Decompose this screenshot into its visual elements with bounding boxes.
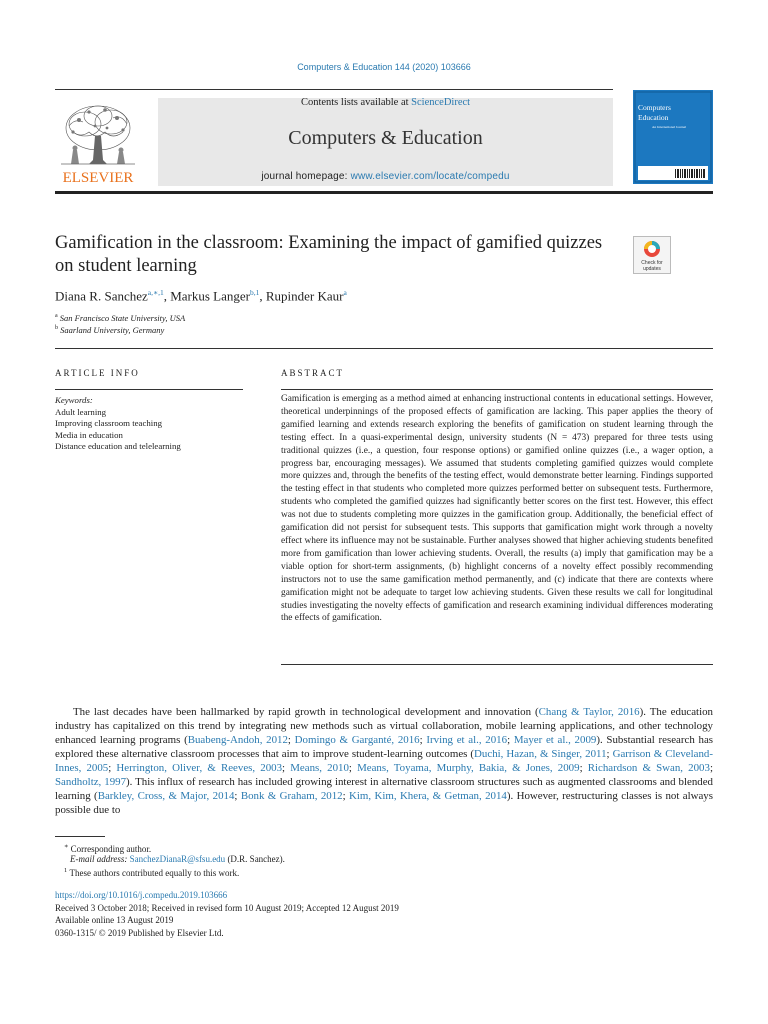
citation-link[interactable]: Mayer et al., 2009 bbox=[513, 734, 597, 746]
footnote-equal-contribution bbox=[64, 867, 239, 878]
elsevier-logo bbox=[55, 98, 141, 186]
citation-link[interactable]: Domingo & Garganté, 2016 bbox=[294, 734, 420, 746]
body-text-run: ). This influx of research has included growing interest in alternative classroom structures such as augmented classrooms and blended learning ( bbox=[55, 776, 713, 802]
body-paragraph bbox=[55, 705, 713, 817]
citation-link[interactable]: Means, Toyama, Murphy, Bakia, & Jones, 2009 bbox=[357, 762, 580, 774]
citation-link[interactable]: Herrington, Oliver, & Reeves, 2003 bbox=[116, 762, 283, 774]
body-text-run: ; bbox=[507, 734, 514, 746]
journal-homepage bbox=[158, 171, 613, 182]
citation-link[interactable]: Richardson & Swan, 2003 bbox=[587, 762, 710, 774]
abstract-heading: ABSTRACT bbox=[281, 368, 345, 378]
affiliation-text: San Francisco State University, USA bbox=[59, 313, 186, 323]
citation-link[interactable]: Sandholtz, 1997 bbox=[55, 776, 127, 788]
author-name: Diana R. Sanchez bbox=[55, 288, 148, 304]
svg-text:An International Journal: An International Journal bbox=[652, 125, 687, 129]
elsevier-tree-icon bbox=[55, 98, 141, 186]
citation-link[interactable]: Barkley, Cross, & Major, 2014 bbox=[97, 790, 235, 802]
footnote-email bbox=[70, 854, 285, 864]
body-text-run: ; bbox=[348, 762, 358, 774]
received-dates: Received 3 October 2018; Received in revised form 10 August 2019; Accepted 12 August 2019 bbox=[55, 903, 399, 913]
title-divider bbox=[55, 348, 713, 349]
crossmark-icon bbox=[633, 236, 671, 274]
header-rule-top bbox=[55, 89, 613, 90]
keywords-block bbox=[55, 395, 255, 453]
author-affiliation-marks[interactable]: b,1 bbox=[250, 288, 260, 297]
body-text-run: ; bbox=[342, 790, 350, 802]
abstract-body: Gamification is emerging as a method aimed at enhancing instructional contents in educational settings. However, theoretical underpinnings of the proposed effects of gamification are lacking. This paper applies the theory of gamified learning and extends research exploring the benefits of gamification on student learning through the testing effect. In a quasi-experimental design, university students (N = 473) prepared for three tests using traditional quizzes (i.e., a question, four response options) or gamified online quizzes (i.e., a wager option, a progress bar, encouraging messages). We assumed that students completing gamified quizzes would complete more quizzes and, through the benefits of the testing effect, would demonstrate better learning. Findings supported the testing effect in that students who completed more quizzes performed better on subsequent tests. Furthermore, students who completed the gamified quizzes had significantly better scores on the first test. However, this effect was not due to students completing more quizzes in the gamification group. Additionally, the beneficial effect of gamification did not persist for subsequent tests. This supports that gamification might work through a novelty effect where its influence may not be sustainable. Further analyses showed that higher achieving students benefited more from gamification than lower achieving students. Overall, the results (a) imply that gamification may be a viable option for short-term assignments, (b) highlight concerns of a novelty effect possibly recommending instructors not to use the same gamification method permanently, and (c) indicate that there are contexts where gamification might not be adequate to target low achieving students. Given these results we call for longitudinal studies investigating the novelty effects of gamification and research examining individual differences moderating the effects of gamification. bbox=[281, 394, 713, 624]
svg-text:Check for: Check for bbox=[641, 260, 663, 266]
citation-link[interactable]: Garrison & Cleveland-Innes, 2005 bbox=[55, 748, 713, 774]
body-text-run: ). Substantial research has explored these alternative classroom processes that aim to improve student-learning outcomes ( bbox=[55, 734, 714, 760]
citation-link[interactable]: Buabeng-Andoh, 2012 bbox=[187, 734, 288, 746]
body-text-run: ). However, restructuring classes is not always possible due to bbox=[55, 790, 713, 816]
sciencedirect-link[interactable]: ScienceDirect bbox=[411, 97, 471, 108]
affiliation-text: Saarland University, Germany bbox=[60, 325, 165, 335]
email-suffix: (D.R. Sanchez). bbox=[225, 854, 285, 864]
contents-prefix: Contents lists available at bbox=[300, 97, 412, 108]
citation-link[interactable]: Bonk & Graham, 2012 bbox=[240, 790, 343, 802]
footnote-rule bbox=[55, 836, 105, 837]
journal-title: Computers & Education bbox=[288, 127, 483, 149]
citation-link[interactable]: Duchi, Hazan, & Singer, 2011 bbox=[474, 748, 607, 760]
citation-link[interactable]: Irving et al., 2016 bbox=[426, 734, 508, 746]
abstract-rule bbox=[281, 389, 713, 390]
author-separator: , bbox=[259, 288, 266, 304]
author-name: Markus Langer bbox=[170, 288, 250, 304]
author-list bbox=[55, 288, 347, 304]
keyword-item: Distance education and telelearning bbox=[55, 441, 181, 451]
journal-cover-image[interactable] bbox=[633, 90, 713, 184]
citation-link[interactable]: Kim, Kim, Khera, & Getman, 2014 bbox=[349, 790, 507, 802]
keyword-item: Improving classroom teaching bbox=[55, 418, 163, 428]
body-text-run: ; bbox=[579, 762, 588, 774]
journal-citation[interactable]: Computers & Education 144 (2020) 103666 bbox=[297, 62, 471, 72]
journal-cover-icon bbox=[633, 90, 713, 184]
body-text-run: ; bbox=[419, 734, 427, 746]
svg-text:ELSEVIER: ELSEVIER bbox=[62, 170, 134, 186]
author-name: Rupinder Kaur bbox=[265, 288, 344, 304]
footnote-mark: 1 bbox=[64, 867, 68, 874]
body-text-run: ; bbox=[287, 734, 295, 746]
abstract-bottom-rule bbox=[281, 664, 713, 665]
homepage-prefix: journal homepage: bbox=[261, 171, 351, 182]
footnote-mark: ∗ bbox=[64, 843, 69, 850]
keywords-label: Keywords: bbox=[55, 395, 93, 405]
author-affiliation-marks[interactable]: a bbox=[343, 288, 347, 297]
body-text-run: ; bbox=[606, 748, 613, 760]
footnote-corresponding bbox=[64, 842, 151, 854]
homepage-link[interactable]: www.elsevier.com/locate/compedu bbox=[350, 171, 510, 182]
article-info-heading: ARTICLE INFO bbox=[55, 368, 140, 378]
article-title: Gamification in the classroom: Examining the impact of gamified quizzes on student learning bbox=[55, 233, 603, 276]
affiliation bbox=[55, 325, 164, 335]
citation-link[interactable]: Chang & Taylor, 2016 bbox=[538, 706, 640, 718]
footnote-text: Corresponding author. bbox=[70, 844, 152, 854]
footnote-text: These authors contributed equally to this work. bbox=[69, 868, 240, 878]
email-label: E-mail address: bbox=[70, 854, 128, 864]
keyword-item: Adult learning bbox=[55, 406, 107, 417]
keyword-item: Media in education bbox=[55, 429, 123, 440]
body-text-run: ). The education industry has capitalized on this trend by integrating new methods such as virtual collaboration, mobile learning applications, and other technology enhanced learning programs ( bbox=[55, 706, 714, 746]
header-rule-bottom bbox=[55, 191, 713, 194]
svg-text:Computers: Computers bbox=[638, 103, 671, 112]
contents-availability bbox=[158, 97, 613, 108]
svg-text:Education: Education bbox=[638, 113, 669, 122]
body-text-run: ; bbox=[234, 790, 241, 802]
svg-text:updates: updates bbox=[643, 266, 661, 272]
body-text-run: The last decades have been hallmarked by rapid growth in technological development and innovation ( bbox=[73, 706, 539, 718]
affiliation-mark: a bbox=[55, 313, 58, 320]
body-text-run: ; bbox=[282, 762, 291, 774]
citation-link[interactable]: Means, 2010 bbox=[290, 762, 349, 774]
body-text-run: ; bbox=[108, 762, 117, 774]
article-info-rule bbox=[55, 389, 243, 390]
affiliation-mark: b bbox=[55, 325, 58, 332]
online-date: Available online 13 August 2019 bbox=[55, 915, 174, 925]
author-separator: , bbox=[163, 288, 171, 304]
body-text-run: ; bbox=[709, 762, 713, 774]
doi-link[interactable]: https://doi.org/10.1016/j.compedu.2019.103666 bbox=[55, 890, 228, 900]
author-affiliation-marks[interactable]: a,∗,1 bbox=[147, 288, 164, 297]
issn-copyright: 0360-1315/ © 2019 Published by Elsevier Ltd. bbox=[55, 928, 224, 938]
affiliation bbox=[55, 313, 185, 323]
email-link[interactable]: SanchezDianaR@sfsu.edu bbox=[129, 854, 226, 864]
check-for-updates-badge[interactable] bbox=[633, 236, 671, 274]
